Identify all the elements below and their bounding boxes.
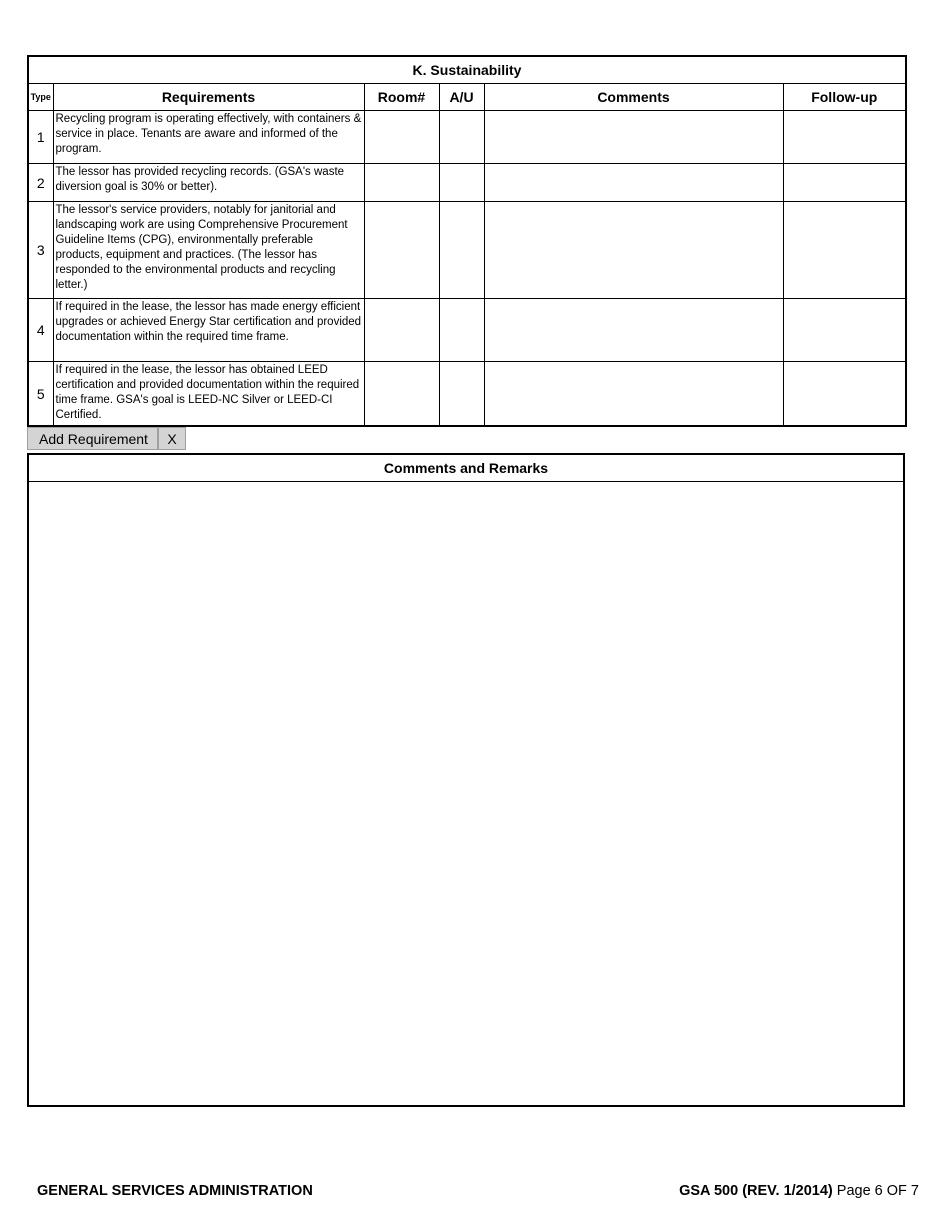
room-field[interactable] <box>364 164 439 202</box>
requirement-text: The lessor has provided recycling records. (GSA's waste diversion goal is 30% or better). <box>53 164 364 202</box>
row-number: 5 <box>28 362 53 427</box>
header-type: Type <box>28 84 53 111</box>
room-field[interactable] <box>364 202 439 299</box>
row-number: 2 <box>28 164 53 202</box>
comments-field[interactable] <box>484 111 783 164</box>
header-room: Room# <box>364 84 439 111</box>
row-number: 4 <box>28 299 53 362</box>
comments-field[interactable] <box>484 362 783 427</box>
followup-field[interactable] <box>783 164 906 202</box>
followup-field[interactable] <box>783 362 906 427</box>
header-au: A/U <box>439 84 484 111</box>
header-comments: Comments <box>484 84 783 111</box>
sustainability-table <box>27 55 907 427</box>
header-requirements: Requirements <box>53 84 364 111</box>
followup-field[interactable] <box>783 111 906 164</box>
requirement-text: Recycling program is operating effectively, with containers & service in place. Tenants are aware and informed of the program. <box>53 111 364 164</box>
footer-form-info <box>679 1183 919 1199</box>
comments-field[interactable] <box>484 164 783 202</box>
room-field[interactable] <box>364 362 439 427</box>
au-field[interactable] <box>439 164 484 202</box>
room-field[interactable] <box>364 299 439 362</box>
room-field[interactable] <box>364 111 439 164</box>
header-followup: Follow-up <box>783 84 906 111</box>
followup-field[interactable] <box>783 202 906 299</box>
comments-field[interactable] <box>484 299 783 362</box>
comments-remarks-box <box>27 453 905 1107</box>
remarks-title: Comments and Remarks <box>29 455 903 482</box>
section-title: K. Sustainability <box>28 56 906 84</box>
au-field[interactable] <box>439 111 484 164</box>
followup-field[interactable] <box>783 299 906 362</box>
remarks-textarea[interactable] <box>29 482 903 1105</box>
table-row <box>28 111 906 164</box>
au-field[interactable] <box>439 202 484 299</box>
table-row <box>28 362 906 427</box>
remove-button[interactable]: X <box>158 427 186 450</box>
table-row <box>28 299 906 362</box>
requirement-text: If required in the lease, the lessor has made energy efficient upgrades or achieved Energy Star certification and provided documentation within the required time frame. <box>53 299 364 362</box>
requirement-text: The lessor's service providers, notably for janitorial and landscaping work are using Comprehensive Procurement Guideline Items (CPG), environmentally preferable products, equipment and practices. (The lessor has responded to the environmental products and recycling letter.) <box>53 202 364 299</box>
comments-field[interactable] <box>484 202 783 299</box>
button-row <box>27 427 186 452</box>
row-number: 1 <box>28 111 53 164</box>
table-row <box>28 202 906 299</box>
add-requirement-button[interactable]: Add Requirement <box>27 427 158 450</box>
footer-agency: GENERAL SERVICES ADMINISTRATION <box>37 1183 313 1199</box>
table-row <box>28 164 906 202</box>
requirement-text: If required in the lease, the lessor has obtained LEED certification and provided documentation within the required time frame. GSA's goal is LEED-NC Silver or LEED-CI Certified. <box>53 362 364 427</box>
footer-form-id: GSA 500 (REV. 1/2014) <box>679 1183 833 1199</box>
footer-page: Page 6 OF 7 <box>836 1183 919 1199</box>
row-number: 3 <box>28 202 53 299</box>
au-field[interactable] <box>439 362 484 427</box>
au-field[interactable] <box>439 299 484 362</box>
